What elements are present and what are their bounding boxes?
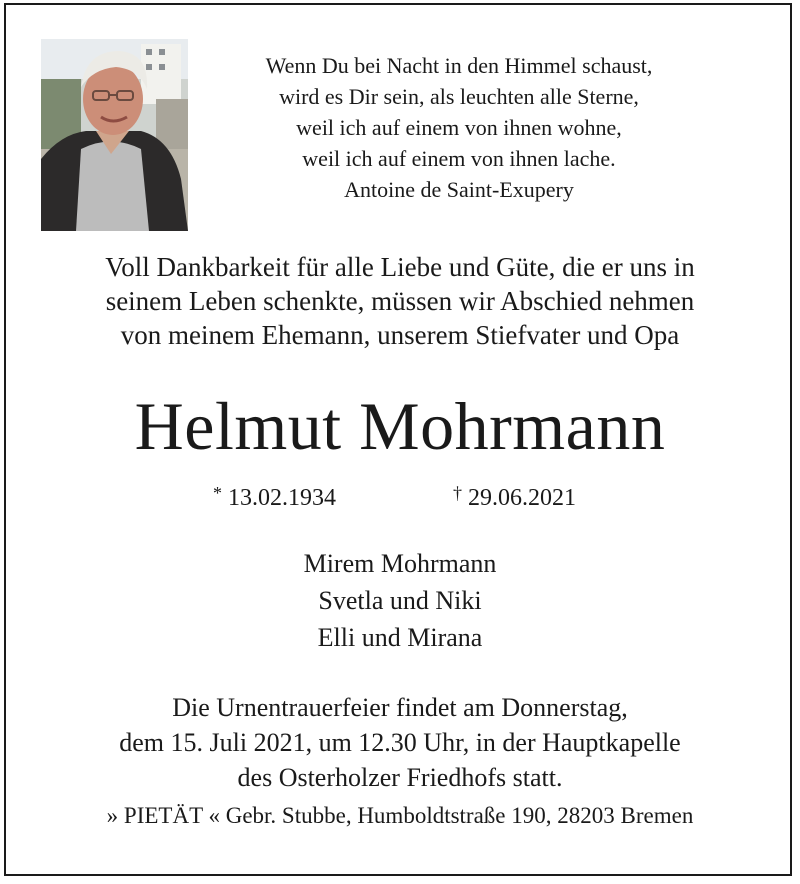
survivor-name: Mirem Mohrmann [303,549,497,578]
birth-date-line [213,478,336,513]
survivor-name: Elli und Mirana [317,623,483,652]
birth-date: 13.02.1934 [228,485,336,511]
survivor-name: Svetla und Niki [318,586,482,615]
poem-quote [196,50,722,205]
portrait-photo [41,39,188,231]
poem-line: weil ich auf einem von ihnen lache. [302,146,616,171]
poem-line: Wenn Du bei Nacht in den Himmel schaust, [265,53,653,78]
funeral-line: des Osterholzer Friedhofs statt. [237,763,563,792]
intro-line: seinem Leben schenkte, müssen wir Abschied nehmen [105,286,695,316]
birth-star-icon: * [213,483,222,503]
funeral-line: Die Urnentrauerfeier findet am Donnerstag, [172,693,628,722]
survivors-list [0,545,800,656]
intro-line: von meinem Ehemann, unserem Stiefvater und Opa [120,320,680,350]
intro-line: Voll Dankbarkeit für alle Liebe und Güte, die er uns in [105,252,695,282]
poem-author: Antoine de Saint-Exupery [344,177,574,202]
intro-text [0,250,800,352]
poem-line: wird es Dir sein, als leuchten alle Sterne, [279,84,639,109]
funeral-line: dem 15. Juli 2021, um 12.30 Uhr, in der Hauptkapelle [119,728,681,757]
funeral-notice [0,690,800,795]
death-date: 29.06.2021 [468,485,576,511]
death-date-line [453,478,576,513]
death-cross-icon: † [453,483,462,503]
deceased-name: Helmut Mohrmann [134,388,666,464]
undertaker-info: » PIETÄT « Gebr. Stubbe, Humboldtstraße 190, 28203 Bremen [106,803,694,828]
poem-line: weil ich auf einem von ihnen wohne, [296,115,622,140]
